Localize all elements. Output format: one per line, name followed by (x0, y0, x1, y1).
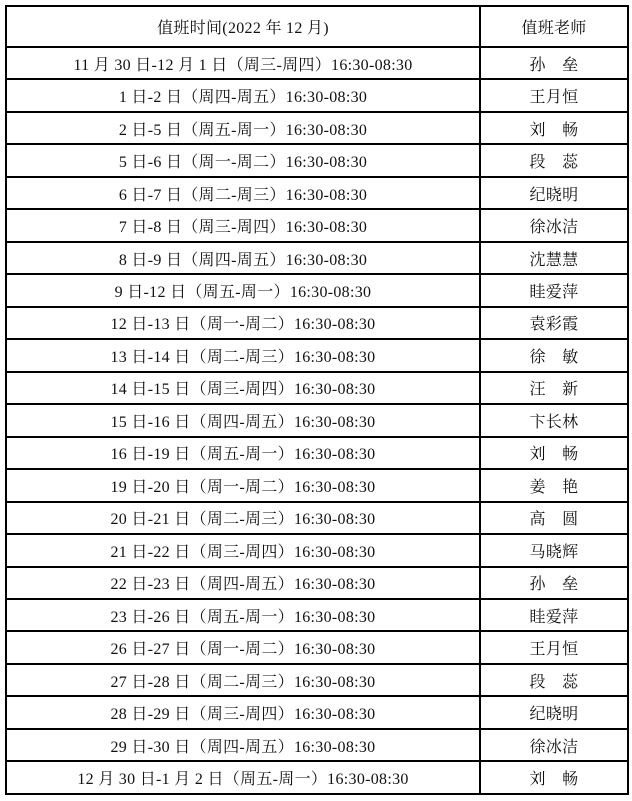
duty-time-cell: 14 日-15 日（周三-周四）16:30-08:30 (6, 372, 480, 404)
duty-time-cell: 8 日-9 日（周四-周五）16:30-08:30 (6, 242, 480, 274)
duty-teacher-cell: 高 圆 (480, 502, 628, 534)
duty-time-cell: 29 日-30 日（周四-周五）16:30-08:30 (6, 729, 480, 761)
duty-teacher-cell: 眭爱萍 (480, 274, 628, 306)
table-row (6, 502, 628, 534)
duty-teacher-cell: 汪 新 (480, 372, 628, 404)
duty-teacher-cell: 纪晓明 (480, 696, 628, 728)
duty-schedule-table (5, 5, 629, 795)
duty-teacher-cell: 刘 畅 (480, 761, 628, 794)
table-row (6, 567, 628, 599)
table-row (6, 209, 628, 241)
duty-teacher-cell: 刘 畅 (480, 112, 628, 144)
table-row (6, 404, 628, 436)
duty-time-cell: 12 日-13 日（周一-周二）16:30-08:30 (6, 307, 480, 339)
table-row (6, 534, 628, 566)
duty-teacher-cell: 刘 畅 (480, 437, 628, 469)
table-row (6, 469, 628, 501)
table-row (6, 696, 628, 728)
duty-time-cell: 1 日-2 日（周四-周五）16:30-08:30 (6, 79, 480, 111)
table-row (6, 664, 628, 696)
table-row (6, 761, 628, 794)
table-row (6, 274, 628, 306)
duty-time-cell: 26 日-27 日（周一-周二）16:30-08:30 (6, 631, 480, 663)
duty-teacher-cell: 段 蕊 (480, 144, 628, 176)
duty-teacher-cell: 眭爱萍 (480, 599, 628, 631)
duty-teacher-cell: 姜 艳 (480, 469, 628, 501)
table-row (6, 307, 628, 339)
duty-time-cell: 20 日-21 日（周二-周三）16:30-08:30 (6, 502, 480, 534)
duty-teacher-cell: 孙 垒 (480, 47, 628, 79)
table-row (6, 47, 628, 79)
duty-time-cell: 11 月 30 日-12 月 1 日（周三-周四）16:30-08:30 (6, 47, 480, 79)
table-row (6, 144, 628, 176)
duty-teacher-cell: 沈慧慧 (480, 242, 628, 274)
duty-teacher-cell: 袁彩霞 (480, 307, 628, 339)
duty-time-cell: 19 日-20 日（周一-周二）16:30-08:30 (6, 469, 480, 501)
header-row (6, 6, 628, 47)
duty-time-cell: 27 日-28 日（周二-周三）16:30-08:30 (6, 664, 480, 696)
table-row (6, 372, 628, 404)
duty-teacher-cell: 徐冰洁 (480, 209, 628, 241)
table-row (6, 437, 628, 469)
duty-teacher-cell: 孙 垒 (480, 567, 628, 599)
duty-time-cell: 5 日-6 日（周一-周二）16:30-08:30 (6, 144, 480, 176)
duty-time-cell: 21 日-22 日（周三-周四）16:30-08:30 (6, 534, 480, 566)
table-row (6, 112, 628, 144)
table-row (6, 339, 628, 371)
duty-teacher-column-header: 值班老师 (480, 6, 628, 47)
table-row (6, 242, 628, 274)
duty-teacher-cell: 卞长林 (480, 404, 628, 436)
duty-time-cell: 13 日-14 日（周二-周三）16:30-08:30 (6, 339, 480, 371)
duty-teacher-cell: 徐 敏 (480, 339, 628, 371)
duty-teacher-cell: 纪晓明 (480, 177, 628, 209)
duty-teacher-cell: 王月恒 (480, 79, 628, 111)
duty-time-cell: 2 日-5 日（周五-周一）16:30-08:30 (6, 112, 480, 144)
duty-time-cell: 23 日-26 日（周五-周一）16:30-08:30 (6, 599, 480, 631)
table-row (6, 729, 628, 761)
duty-time-cell: 12 月 30 日-1 月 2 日（周五-周一）16:30-08:30 (6, 761, 480, 794)
duty-teacher-cell: 段 蕊 (480, 664, 628, 696)
duty-teacher-cell: 王月恒 (480, 631, 628, 663)
duty-time-cell: 16 日-19 日（周五-周一）16:30-08:30 (6, 437, 480, 469)
duty-time-cell: 6 日-7 日（周二-周三）16:30-08:30 (6, 177, 480, 209)
duty-time-cell: 22 日-23 日（周四-周五）16:30-08:30 (6, 567, 480, 599)
table-row (6, 599, 628, 631)
duty-teacher-cell: 马晓辉 (480, 534, 628, 566)
duty-time-cell: 7 日-8 日（周三-周四）16:30-08:30 (6, 209, 480, 241)
table-body (6, 47, 628, 794)
table-row (6, 177, 628, 209)
duty-time-cell: 9 日-12 日（周五-周一）16:30-08:30 (6, 274, 480, 306)
duty-time-cell: 15 日-16 日（周四-周五）16:30-08:30 (6, 404, 480, 436)
table-row (6, 79, 628, 111)
duty-time-column-header: 值班时间(2022 年 12 月) (6, 6, 480, 47)
duty-teacher-cell: 徐冰洁 (480, 729, 628, 761)
table-row (6, 631, 628, 663)
duty-time-cell: 28 日-29 日（周三-周四）16:30-08:30 (6, 696, 480, 728)
